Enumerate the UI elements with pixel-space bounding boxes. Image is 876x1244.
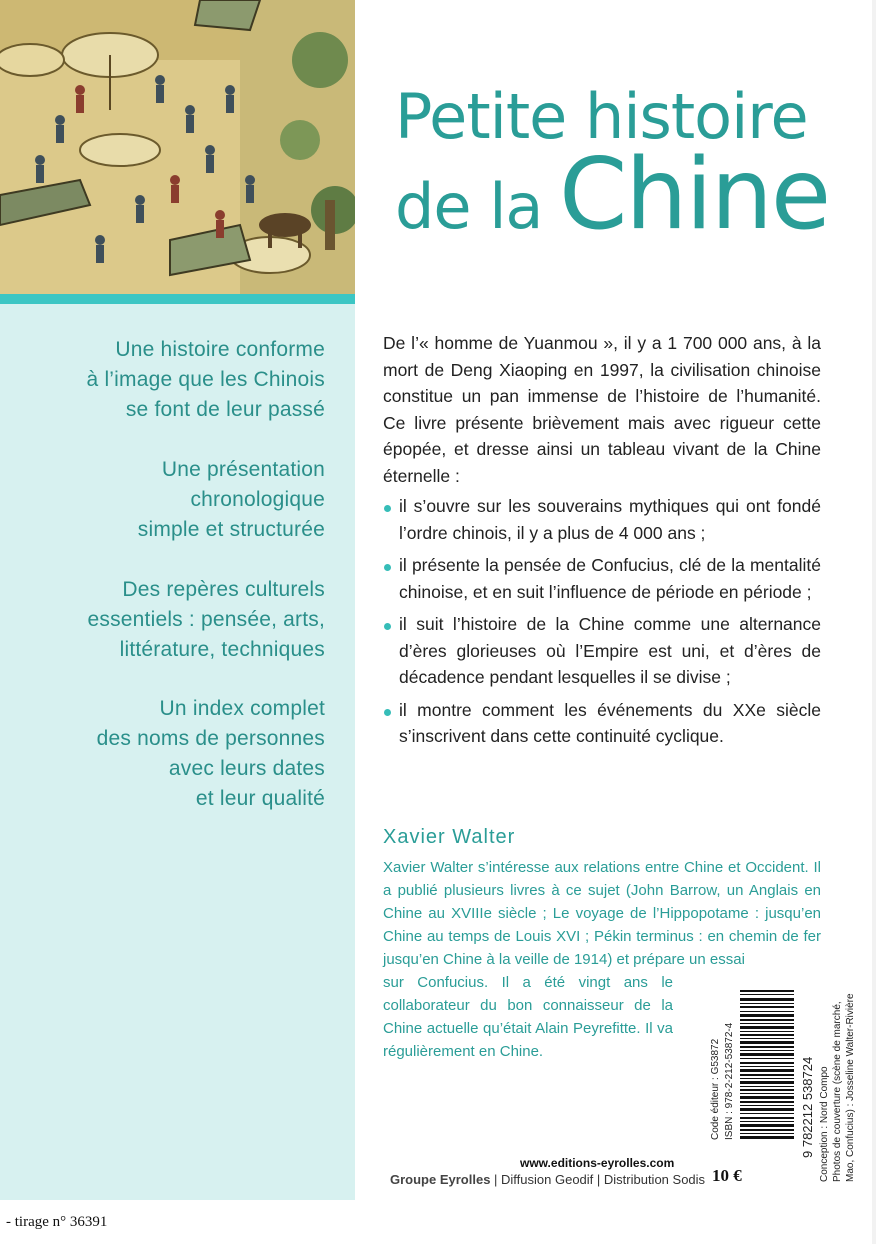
list-item: il présente la pensée de Confucius, clé de la mentalité chinoise, et en suit l’influence de période en période ;: [383, 552, 821, 605]
title-line-1: Petite histoire: [395, 80, 808, 153]
publisher-website[interactable]: www.editions-eyrolles.com: [520, 1156, 675, 1170]
title-line-2-large: Chine: [559, 138, 830, 252]
list-item: il s’ouvre sur les souverains mythiques qui ont fondé l’ordre chinois, il y a plus de 4 000 ans ;: [383, 493, 821, 546]
distribution-line: [390, 1172, 705, 1187]
feature-history: Une histoire conforme à l’image que les Chinois se font de leur passé: [86, 338, 325, 421]
list-item: il montre comment les événements du XXe siècle s’inscrivent dans cette continuité cyclique.: [383, 697, 821, 750]
list-item: il suit l’histoire de la Chine comme une alternance d’ères glorieuses où l’Empire est uni, et d’ères de décadence pendant lesquelles il se divise ;: [383, 611, 821, 691]
credits: Conception : Nord Compo Photos de couverture (scène de marché, Mao, Confucius) : Josseline Walter-Rivière: [819, 993, 856, 1182]
author-name: Xavier Walter: [383, 826, 516, 848]
market-scene-painting: [0, 0, 355, 294]
left-column: [0, 0, 355, 1244]
author-bio-part-2: sur Confucius. Il a été vingt ans le collaborateur du bon connaisseur de la Chine actuelle qu’était Alain Peyrefitte. Il va régulièrement en Chine.: [383, 974, 673, 1060]
publisher-code: Code éditeur : G53872: [710, 1038, 721, 1140]
bullet-list: [383, 493, 821, 750]
book-description: [383, 330, 821, 756]
page-edge: [872, 0, 876, 1244]
title-line-2-small: de la: [395, 170, 543, 243]
publisher-name: Groupe Eyrolles: [390, 1172, 491, 1187]
intro-paragraph: De l’« homme de Yuanmou », il y a 1 700 000 ans, à la mort de Deng Xiaoping en 1997, la civilisation chinoise constitue un pan immense de l’histoire de l’humanité. Ce livre présente brièvement mais avec rigueur cette épopée, et dresse ainsi un tableau vivant de la Chine éternelle :: [383, 333, 821, 486]
author-bio-part-1: Xavier Walter s’intéresse aux relations entre Chine et Occident. Il a publié plusieurs livres à ce sujet (John Barrow, un Anglais en Chine au XVIIIe siècle ; Le voyage de l’Hippopotame : jusqu’en Chine au temps de Louis XVI ; Pékin terminus : en chemin de fer jusqu’en Chine à la veille de 1914) et prépare un essai: [383, 859, 821, 968]
print-run-number: - tirage n° 36391: [6, 1214, 108, 1230]
barcode-block: [706, 990, 816, 1160]
distribution-details: | Diffusion Geodif | Distribution Sodis: [490, 1172, 706, 1187]
feature-index: Un index complet des noms de personnes avec leurs dates et leur qualité: [96, 697, 325, 810]
isbn-label: ISBN : 978-2-212-53872-4: [724, 1022, 735, 1140]
feature-culture: Des repères culturels essentiels : pensée, arts, littérature, techniques: [87, 578, 325, 661]
barcode-digits: 9 782212 538724: [800, 1056, 815, 1158]
barcode-bars: [740, 990, 794, 1140]
price: 10 €: [712, 1166, 742, 1185]
teal-divider-strip: [0, 294, 355, 304]
painting-illustration: [0, 0, 355, 294]
feature-chronology: Une présentation chronologique simple et structurée: [137, 458, 325, 541]
